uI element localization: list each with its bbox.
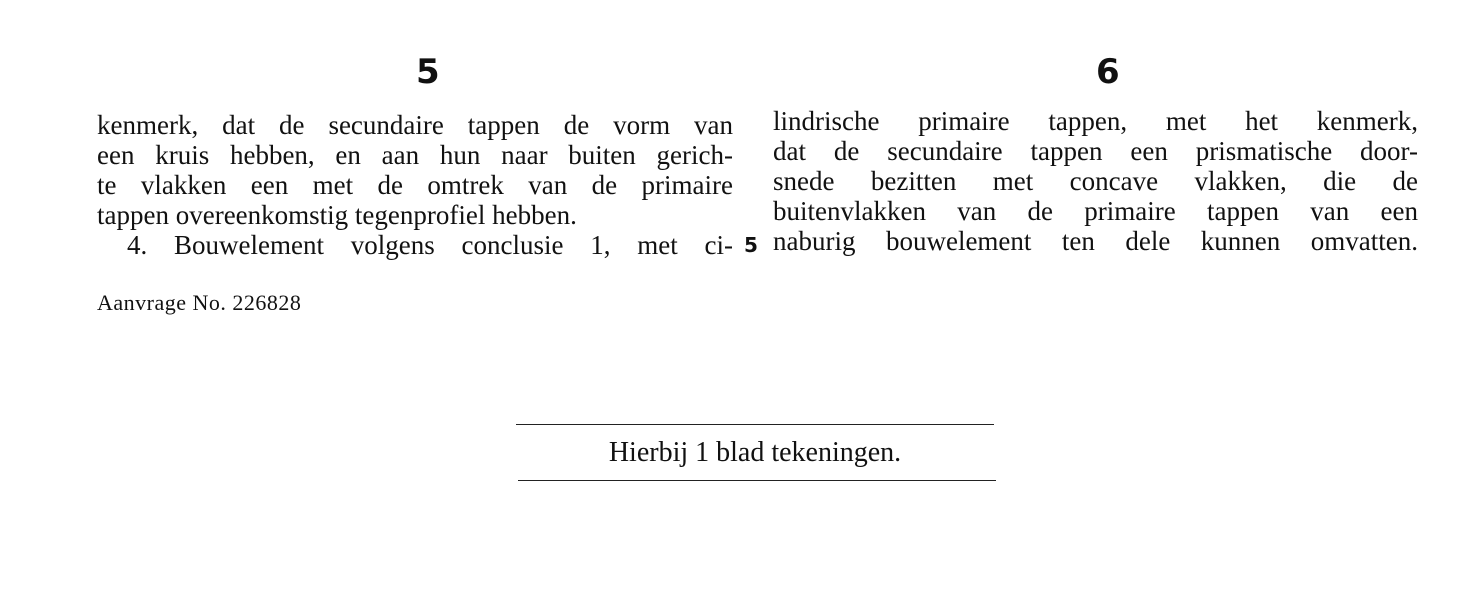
page-number-left: 5 bbox=[416, 52, 440, 92]
text-line: een kruis hebben, en aan hun naar buiten gerich- bbox=[97, 140, 733, 170]
drawings-note: Hierbij 1 blad tekeningen. bbox=[608, 437, 902, 468]
text-line: tappen overeenkomstig tegenprofiel hebben. bbox=[97, 200, 577, 230]
text-line: kenmerk, dat de secundaire tappen de vorm van bbox=[97, 110, 733, 140]
divider-top bbox=[516, 424, 994, 425]
text-line: buitenvlakken van de primaire tappen van een bbox=[773, 196, 1418, 226]
divider-bottom bbox=[518, 480, 996, 481]
text-line: lindrische primaire tappen, met het kenmerk, bbox=[773, 106, 1418, 136]
application-number: Aanvrage No. 226828 bbox=[97, 290, 302, 315]
left-text-column bbox=[97, 110, 733, 260]
text-line: naburig bouwelement ten dele kunnen omvatten. bbox=[773, 226, 1418, 256]
right-text-column bbox=[773, 106, 1418, 256]
text-line: dat de secundaire tappen een prismatische door- bbox=[773, 136, 1418, 166]
text-line: te vlakken een met de omtrek van de primaire bbox=[97, 170, 733, 200]
text-line: 4. Bouwelement volgens conclusie 1, met ci- bbox=[127, 230, 733, 260]
text-line: snede bezitten met concave vlakken, die de bbox=[773, 166, 1418, 196]
margin-line-number: 5 bbox=[744, 233, 758, 257]
page-number-right: 6 bbox=[1096, 52, 1120, 92]
